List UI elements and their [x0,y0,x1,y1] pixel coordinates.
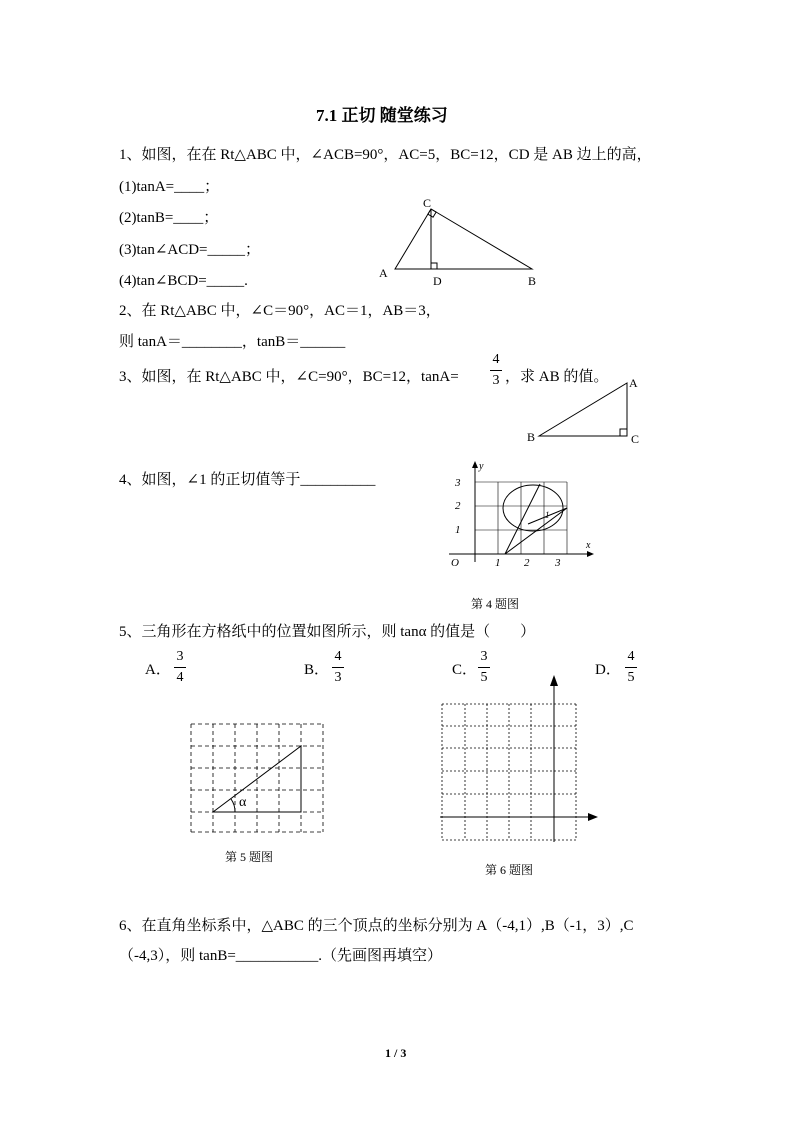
q2-line1: 2、在 Rt△ABC 中，∠C＝90°，AC＝1，AB＝3， [119,303,441,319]
q4-ytick-1: 1 [455,524,461,536]
q6-line1: 6、在直角坐标系中，△ABC 的三个顶点的坐标分别为 A（-4,1）,B（-1，3）,C [119,918,634,934]
page-number: 1 / 3 [385,1046,407,1060]
q1-label-c: C [423,196,432,210]
q1-stem: 1、如图，在在 Rt△ABC 中，∠ACB=90°，AC=5，BC=12，CD 是 AB 边上的高， [119,147,652,163]
q4-xtick-1: 1 [495,557,501,569]
q1-sub1: (1)tanA=____； [119,179,220,195]
q6-grid-figure [440,672,605,847]
q3-frac-numerator: 4 [492,352,500,367]
q6-caption: 第 6 题图 [485,863,534,877]
q5-option-b-fraction [332,649,344,686]
q3-stem [119,368,459,386]
q4-x-label: x [586,540,591,551]
q4-caption: 第 4 题图 [471,597,520,611]
q4-angle-label: 1 [545,510,550,520]
q4-origin-label: O [451,557,459,569]
q5-stem: 5、三角形在方格纸中的位置如图所示，则 tanα 的值是（ ） [119,624,536,640]
q5-option-a-fraction [174,649,186,686]
q4-y-label: y [479,461,484,472]
q3-stem-pre: 3、如图，在 Rt△ABC 中，∠C=90°，BC=12，tanA= [119,369,459,385]
q5-option-d-numerator: 4 [627,649,635,664]
q1-sub3: (3)tan∠ACD=_____； [119,242,261,258]
q5-option-d-denominator: 5 [627,670,635,685]
q5-option-b-numerator: 4 [334,649,342,664]
q3-stem-post: ，求 AB 的值。 [505,369,609,385]
q5-caption: 第 5 题图 [225,850,274,864]
page-title: 7.1 正切 随堂练习 [316,106,448,125]
q4-ytick-3: 3 [455,477,461,489]
q5-option-a-denominator: 4 [176,670,184,685]
q1-label-b: B [528,274,537,288]
q5-option-c-label: C． [452,662,478,678]
q3-label-c: C [631,432,640,446]
q5-option-d-fraction [625,649,637,686]
q3-triangle-figure [525,375,650,450]
q2-line2: 则 tanA＝________，tanB＝______ [119,334,346,350]
q5-option-a-numerator: 3 [176,649,184,664]
q4-stem: 4、如图，∠1 的正切值等于__________ [119,472,376,488]
q1-sub4: (4)tan∠BCD=_____. [119,273,248,289]
q5-option-b-denominator: 3 [334,670,342,685]
q1-label-a: A [379,266,388,280]
q1-sub2: (2)tanB=____； [119,210,219,226]
q1-label-d: D [433,274,442,288]
q5-option-c-denominator: 5 [480,670,488,685]
q5-alpha-label: α [239,795,247,810]
q3-fraction [490,352,502,389]
q4-coordinate-figure [445,458,605,573]
q5-option-b-label: B． [304,662,330,678]
q4-xtick-2: 2 [524,557,530,569]
q5-option-d-label: D． [595,662,621,678]
q5-option-c-numerator: 3 [480,649,488,664]
q5-option-a-label: A． [145,662,171,678]
q6-line2: （-4,3），则 tanB=___________.（先画图再填空） [119,948,443,964]
q3-label-a: A [629,376,638,390]
q3-frac-denominator: 3 [492,373,500,388]
q3-label-b: B [527,430,536,444]
q5-grid-figure [190,722,330,834]
q1-triangle-figure [375,195,545,290]
q4-xtick-3: 3 [555,557,561,569]
q4-ytick-2: 2 [455,500,461,512]
